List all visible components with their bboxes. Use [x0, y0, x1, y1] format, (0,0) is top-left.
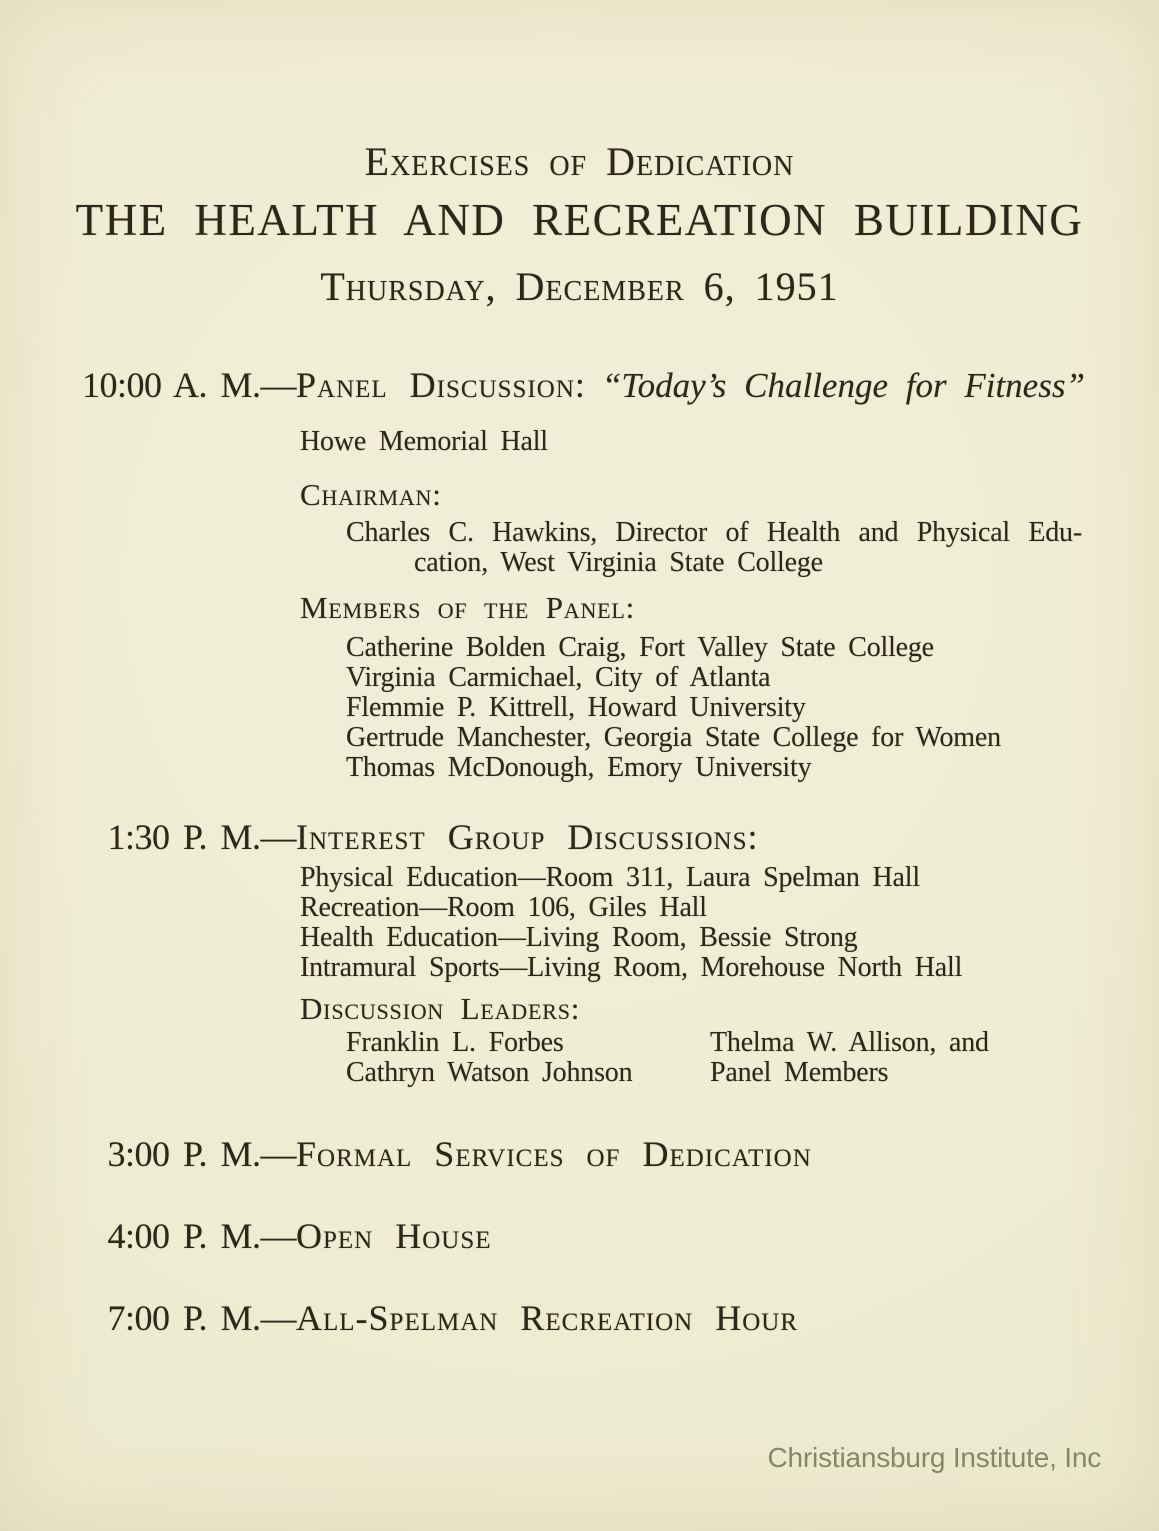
time-label: 7:00 P. M.— — [107, 1298, 296, 1338]
time-label: 10:00 A. M.— — [81, 365, 296, 405]
event-title: Formal Services of Dedication — [296, 1134, 812, 1174]
schedule-heading-row — [0, 367, 1159, 403]
interest-group: Intramural Sports—Living Room, Morehouse North Hall — [300, 952, 963, 983]
event-title: Open House — [296, 1216, 492, 1256]
discussion-leader: Thelma W. Allison, and — [710, 1027, 989, 1058]
interest-group: Recreation—Room 106, Giles Hall — [300, 892, 707, 923]
program-header — [0, 0, 1159, 307]
chairman-name — [0, 518, 1159, 578]
schedule-heading-row — [0, 819, 1159, 855]
schedule-heading-row — [0, 1218, 1159, 1254]
interest-group: Health Education—Living Room, Bessie Strong — [300, 922, 858, 953]
schedule-item-open-house — [0, 1218, 1159, 1254]
panel-member: Thomas McDonough, Emory University — [346, 752, 812, 783]
panel-member: Virginia Carmichael, City of Atlanta — [346, 662, 771, 693]
page-title: THE HEALTH AND RECREATION BUILDING — [75, 195, 1084, 245]
time-label: 4:00 P. M.— — [107, 1216, 296, 1256]
chairman-label: Chairman: — [300, 477, 442, 512]
discussion-leader: Franklin L. Forbes — [346, 1027, 564, 1058]
panel-members-label: Members of the Panel: — [300, 590, 636, 625]
event-title: Panel Discussion: — [296, 365, 586, 405]
archive-watermark: Christiansburg Institute, Inc — [767, 1442, 1101, 1473]
event-topic-quote: “Today’s Challenge for Fitness” — [601, 366, 1085, 405]
time-label: 1:30 P. M.— — [107, 817, 296, 857]
schedule-heading-row — [0, 1300, 1159, 1336]
program-subtitle: Exercises of Dedication — [364, 139, 795, 184]
interest-group-list — [0, 863, 1159, 983]
chairman-line: Charles C. Hawkins, Director of Health and Physical Edu- — [346, 517, 1082, 548]
panel-members-list — [0, 633, 1159, 783]
discussion-leaders-columns — [346, 1028, 1159, 1088]
leaders-column-1 — [346, 1028, 710, 1088]
discussion-leaders-label: Discussion Leaders: — [300, 991, 581, 1026]
panel-member: Gertrude Manchester, Georgia State College for Women — [346, 722, 1001, 753]
chairman-line: cation, West Virginia State College — [414, 547, 823, 578]
program-date: Thursday, December 6, 1951 — [320, 264, 839, 309]
panel-member: Catherine Bolden Craig, Fort Valley State College — [346, 632, 934, 663]
time-label: 3:00 P. M.— — [107, 1134, 296, 1174]
discussion-leader: Cathryn Watson Johnson — [346, 1057, 633, 1088]
leaders-column-2 — [710, 1028, 989, 1088]
event-location: Howe Memorial Hall — [300, 426, 548, 457]
event-title: Interest Group Discussions: — [296, 817, 759, 857]
schedule-item-formal-services — [0, 1136, 1159, 1172]
interest-group: Physical Education—Room 311, Laura Spelman Hall — [300, 862, 920, 893]
discussion-leader: Panel Members — [710, 1057, 889, 1088]
schedule-item-interest-groups — [0, 819, 1159, 1088]
panel-member: Flemmie P. Kittrell, Howard University — [346, 692, 806, 723]
schedule-item-recreation-hour — [0, 1300, 1159, 1336]
schedule-item-panel-discussion — [0, 367, 1159, 783]
schedule-heading-row — [0, 1136, 1159, 1172]
event-title: All-Spelman Recreation Hour — [296, 1298, 799, 1338]
